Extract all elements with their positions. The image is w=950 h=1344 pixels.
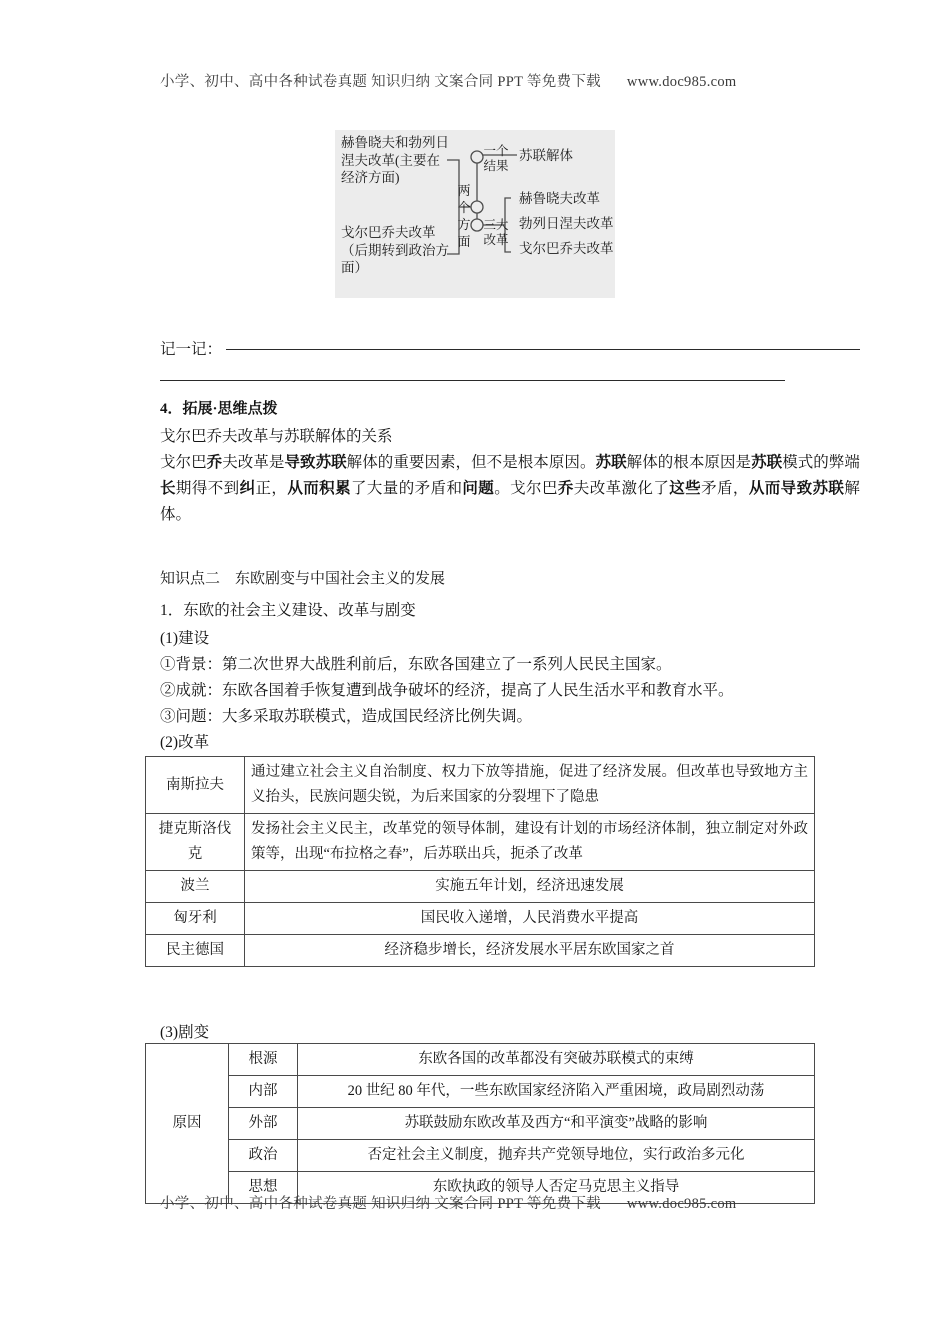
emphasis-run: 从而 (748, 480, 781, 497)
text-run: 夫改革是 (222, 454, 285, 471)
table-row (146, 1044, 815, 1076)
kp2-sub-2-title: (2)改革 (160, 734, 210, 751)
emphasis-run: 乔 (557, 480, 574, 497)
mindmap-reform-item: 勃列日涅夫改革 (519, 216, 614, 231)
reform-country-cell: 捷克斯洛伐克 (146, 814, 245, 871)
mindmap-left-node-top: 赫鲁晓夫和勃列日涅夫改革(主要在经济方面) (341, 135, 449, 186)
change-content-cell: 苏联鼓励东欧改革及西方“和平演变”战略的影响 (298, 1108, 815, 1140)
change-subcategory-cell: 根源 (229, 1044, 298, 1076)
emphasis-run: 苏联 (812, 480, 845, 497)
emphasis-run: 纠 (239, 480, 256, 497)
reform-content-cell: 经济稳步增长，经济发展水平居东欧国家之首 (245, 935, 815, 967)
change-table-body (146, 1044, 815, 1204)
axis-char-1: 个 (457, 200, 471, 215)
emphasis-run: 从而 (287, 480, 320, 497)
reform-content-cell: 国民收入递增，人民消费水平提高 (245, 903, 815, 935)
footer-watermark (160, 1192, 860, 1213)
table-row (146, 757, 815, 814)
watermark-text: 小学、初中、高中各种试卷真题 知识归纳 文案合同 PPT 等免费下载 (160, 1196, 601, 1212)
change-group-label-cell: 原因 (146, 1044, 229, 1204)
change-content-cell: 否定社会主义制度，抛弃共产党领导地位，实行政治多元化 (298, 1140, 815, 1172)
mindmap-diagram (335, 130, 615, 298)
emphasis-run: 导致 (284, 454, 316, 471)
change-content-cell: 东欧执政的领导人否定马克思主义指导 (298, 1172, 815, 1204)
extend-paragraph (160, 450, 860, 528)
table-row (146, 1108, 815, 1140)
text-run: 矛盾， (701, 480, 749, 497)
change-subcategory-cell: 内部 (229, 1076, 298, 1108)
reform-country-cell: 民主德国 (146, 935, 245, 967)
watermark-text: 小学、初中、高中各种试卷真题 知识归纳 文案合同 PPT 等免费下载 (160, 74, 601, 90)
emphasis-run: 苏联 (751, 454, 783, 471)
text-run: 解体的重要因素，但不是根本原因。 (346, 454, 596, 471)
text-run: 戈尔巴 (160, 454, 207, 471)
reform-content-cell: 实施五年计划，经济迅速发展 (245, 871, 815, 903)
text-run: 正， (255, 480, 288, 497)
change-table (145, 1043, 815, 1204)
kp2-bullet-achievement: ②成就：东欧各国着手恢复遭到战争破坏的经济，提高了人民生活水平和教育水平。 (160, 682, 734, 699)
table-row (146, 935, 815, 967)
note-label: 记一记： (160, 341, 223, 358)
emphasis-run: 积累 (319, 480, 351, 497)
change-subcategory-cell: 思想 (229, 1172, 298, 1204)
reform-country-cell: 南斯拉夫 (146, 757, 245, 814)
emphasis-run: 导致 (780, 480, 813, 497)
emphasis-run: 长 (160, 480, 176, 497)
text-run: 模式的弊端 (782, 454, 860, 471)
kp2-sub-3-title: (3)剧变 (160, 1024, 210, 1041)
kp2-bullet-problem: ③问题：大多采取苏联模式，造成国民经济比例失调。 (160, 708, 533, 725)
emphasis-run: 苏联 (595, 454, 627, 471)
text-run: 解体的根本原因是 (626, 454, 752, 471)
mindmap-left-node-bottom: 戈尔巴乔夫改革（后期转到政治方面） (341, 225, 449, 276)
table-row (146, 814, 815, 871)
emphasis-run: 乔 (206, 454, 223, 471)
watermark-url: www.doc985.com (626, 74, 737, 90)
change-subcategory-cell: 外部 (229, 1108, 298, 1140)
table-row (146, 903, 815, 935)
mindmap-axis-label (457, 182, 471, 250)
text-run: 期得不到 (175, 480, 240, 497)
mindmap-reform-item: 戈尔巴乔夫改革 (519, 241, 614, 256)
table-row (146, 1140, 815, 1172)
reform-content-cell: 通过建立社会主义自治制度、权力下放等措施，促进了经济发展。但改革也导致地方主义抬头，民族问题尖锐，为后来国家的分裂埋下了隐患 (245, 757, 815, 814)
branch-result-line-1: 结果 (483, 159, 509, 173)
mindmap-reform-item: 赫鲁晓夫改革 (519, 191, 600, 206)
reform-table-body (146, 757, 815, 967)
axis-char-3: 面 (457, 234, 471, 249)
emphasis-run: 这些 (669, 480, 702, 497)
text-run: 。戈尔巴 (494, 480, 558, 497)
mindmap-result-item: 苏联解体 (519, 148, 573, 163)
branch-reform-line-0: 三大 (483, 218, 509, 232)
reform-country-cell: 匈牙利 (146, 903, 245, 935)
mindmap-branch-label-reform (481, 218, 511, 248)
reform-content-cell: 发扬社会主义民主，改革党的领导体制，建设有计划的市场经济体制，独立制定对外政策等，出现“布拉格之春”，后苏联出兵，扼杀了改革 (245, 814, 815, 871)
note-line (160, 337, 860, 363)
watermark-url: www.doc985.com (626, 1196, 737, 1212)
header-watermark (160, 70, 860, 91)
emphasis-run: 苏联 (315, 454, 347, 471)
change-content-cell: 20 世纪 80 年代，一些东欧国家经济陷入严重困境，政局剧烈动荡 (298, 1076, 815, 1108)
branch-reform-line-1: 改革 (483, 233, 509, 247)
note-blank-rule-2[interactable] (160, 380, 785, 381)
text-run: 解体。 (160, 480, 860, 523)
kp2-sub-1-title: (1)建设 (160, 630, 210, 647)
table-row (146, 871, 815, 903)
extend-heading: 4．拓展·思维点拨 (160, 401, 278, 417)
knowledge-point-2-heading: 知识点二 东欧剧变与中国社会主义的发展 (160, 571, 446, 587)
axis-char-0: 两 (457, 183, 471, 198)
note-blank-rule-1[interactable] (226, 349, 860, 350)
table-row (146, 1076, 815, 1108)
reform-table (145, 756, 815, 967)
branch-result-line-0: 一个 (483, 144, 509, 158)
extend-subheading: 戈尔巴乔夫改革与苏联解体的关系 (160, 428, 393, 445)
change-subcategory-cell: 政治 (229, 1140, 298, 1172)
text-run: 夫改革激化了 (573, 480, 670, 497)
axis-char-2: 方 (457, 217, 471, 232)
kp2-item-1: 1．东欧的社会主义建设、改革与剧变 (160, 602, 416, 619)
kp2-bullet-background: ①背景：第二次世界大战胜利前后，东欧各国建立了一系列人民民主国家。 (160, 656, 672, 673)
text-run: 了大量的矛盾和 (350, 480, 463, 497)
mindmap-branch-label-result (481, 144, 511, 174)
reform-country-cell: 波兰 (146, 871, 245, 903)
emphasis-run: 问题 (462, 480, 495, 497)
change-content-cell: 东欧各国的改革都没有突破苏联模式的束缚 (298, 1044, 815, 1076)
